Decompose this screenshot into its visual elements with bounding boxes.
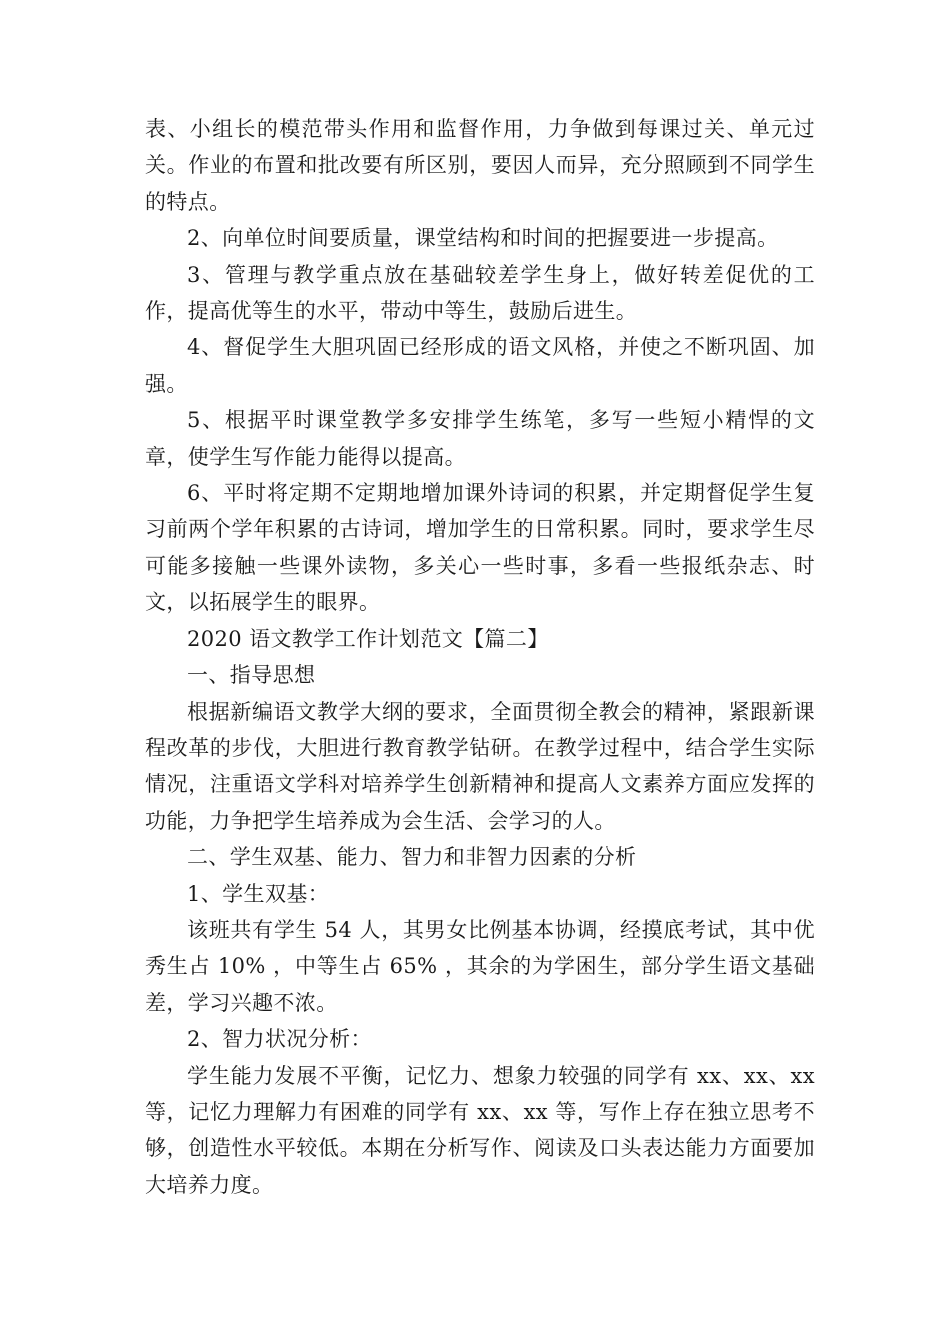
paragraph-item-4: 4、督促学生大胆巩固已经形成的语文风格，并使之不断巩固、加强。 [145,335,815,396]
paragraph-intelligence: 学生能力发展不平衡，记忆力、想象力较强的同学有 xx、xx、xx等，记忆力理解力有困难的同学有 xx、xx 等，写作上存在独立思考不够，创造性水平较低。本期在分析写作、阅读及口头表达能力方面要加大培养力度。 [145,1063,815,1197]
paragraph-guiding-thought: 根据新编语文教学大纲的要求，全面贯彻全教会的精神，紧跟新课程改革的步伐，大胆进行教育教学钻研。在教学过程中，结合学生实际情况，注重语文学科对培养学生创新精神和提高人文素养方面应发挥的功能，力争把学生培养成为会生活、会学习的人。 [145,699,815,833]
paragraph-item-3: 3、管理与教学重点放在基础较差学生身上，做好转差促优的工作，提高优等生的水平，带动中等生，鼓励后进生。 [145,262,815,324]
paragraph-item-6: 6、平时将定期不定期地增加课外诗词的积累，并定期督促学生复习前两个学年积累的古诗词，增加学生的日常积累。同时，要求学生尽可能多接触一些课外读物，多关心一些时事，多看一些报纸杂志、时文，以拓展学生的眼界。 [145,481,815,615]
paragraph-item-2: 2、向单位时间要质量，课堂结构和时间的把握要进一步提高。 [187,226,779,251]
subheading-basics: 1、学生双基： [187,881,330,906]
heading-guiding-thought: 一、指导思想 [187,663,316,688]
heading-student-analysis: 二、学生双基、能力、智力和非智力因素的分析 [187,845,637,870]
paragraph-item-5: 5、根据平时课堂教学多安排学生练笔，多写一些短小精悍的文章，使学生写作能力能得以提高。 [145,408,815,469]
paragraph-basics: 该班共有学生 54 人，其男女比例基本协调，经摸底考试，其中优秀生占 10% ，中等生占 65% ，其余的为学困生，部分学生语文基础差，学习兴趣不浓。 [145,917,815,1015]
section-title: 2020 语文教学工作计划范文【篇二】 [187,626,549,651]
paragraph-continuation: 表、小组长的模范带头作用和监督作用，力争做到每课过关、单元过关。作业的布置和批改要有所区别，要因人而异，充分照顾到不同学生的特点。 [145,117,815,214]
subheading-intelligence: 2、智力状况分析： [187,1027,372,1052]
document-body [145,111,815,1203]
